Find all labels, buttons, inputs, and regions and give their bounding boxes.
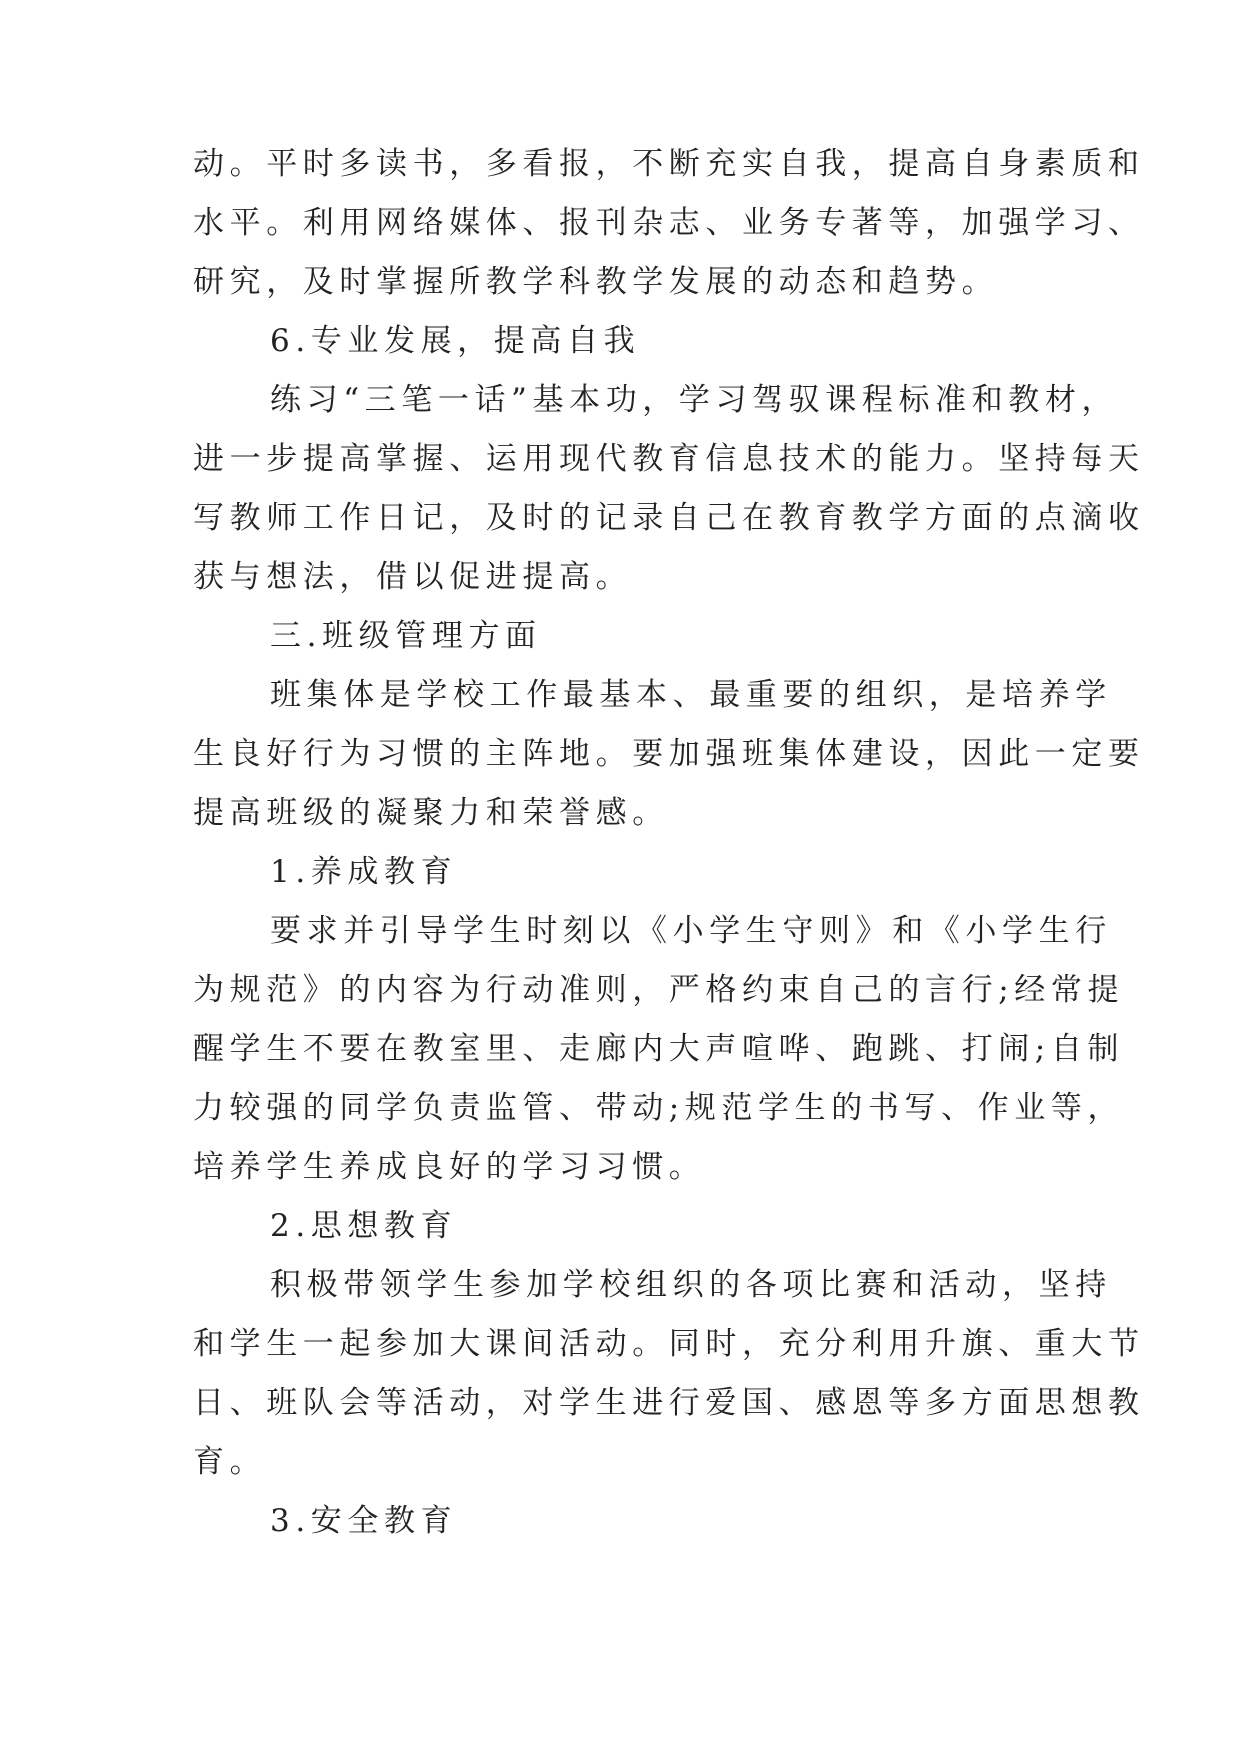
body-text-line: 获与想法，借以促进提高。 (193, 559, 633, 595)
section-heading: 6.专业发展，提高自我 (270, 323, 641, 359)
body-text-line: 写教师工作日记，及时的记录自己在教育教学方面的点滴收 (193, 500, 1145, 536)
body-text-line: 班集体是学校工作最基本、最重要的组织，是培养学 (270, 677, 1112, 713)
body-text-line: 水平。利用网络媒体、报刊杂志、业务专著等，加强学习、 (193, 205, 1145, 241)
body-text-line: 日、班队会等活动，对学生进行爱国、感恩等多方面思想教 (193, 1385, 1145, 1421)
section-heading: 三.班级管理方面 (270, 618, 542, 654)
body-text-line: 育。 (193, 1444, 267, 1480)
section-heading: 3.安全教育 (270, 1503, 458, 1539)
body-text-line: 提高班级的凝聚力和荣誉感。 (193, 795, 669, 831)
body-text-line: 研究，及时掌握所教学科教学发展的动态和趋势。 (193, 264, 999, 300)
body-text-line: 为规范》的内容为行动准则，严格约束自己的言行;经常提 (193, 972, 1125, 1008)
body-text-line: 练习“三笔一话”基本功，学习驾驭课程标准和教材， (270, 382, 1119, 418)
section-heading: 1.养成教育 (270, 854, 458, 890)
body-text-line: 要求并引导学生时刻以《小学生守则》和《小学生行 (270, 913, 1112, 949)
body-text-line: 生良好行为习惯的主阵地。要加强班集体建设，因此一定要 (193, 736, 1145, 772)
body-text-line: 和学生一起参加大课间活动。同时，充分利用升旗、重大节 (193, 1326, 1145, 1362)
section-heading: 2.思想教育 (270, 1208, 458, 1244)
body-text-line: 积极带领学生参加学校组织的各项比赛和活动，坚持 (270, 1267, 1112, 1303)
body-text-line: 培养学生养成良好的学习习惯。 (193, 1149, 706, 1185)
body-text-line: 醒学生不要在教室里、走廊内大声喧哗、跑跳、打闹;自制 (193, 1031, 1125, 1067)
body-text-line: 动。平时多读书，多看报，不断充实自我，提高自身素质和 (193, 146, 1145, 182)
body-text-line: 进一步提高掌握、运用现代教育信息技术的能力。坚持每天 (193, 441, 1145, 477)
body-text-line: 力较强的同学负责监管、带动;规范学生的书写、作业等， (193, 1090, 1125, 1126)
